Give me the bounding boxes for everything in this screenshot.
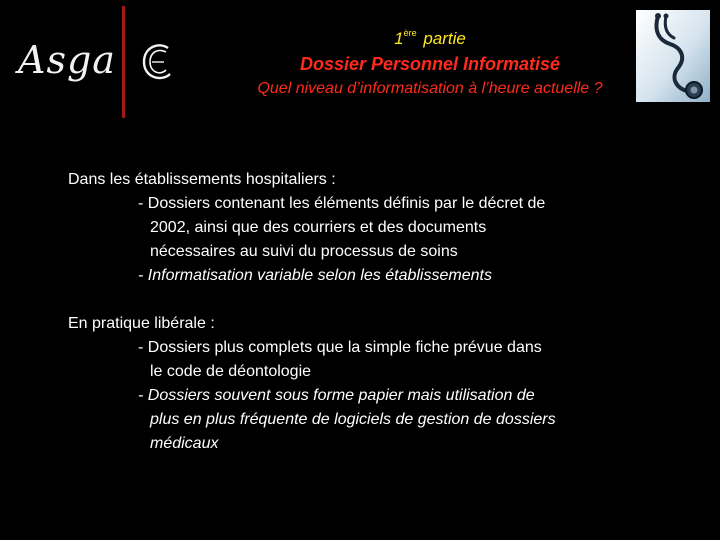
part-word: partie — [423, 29, 466, 48]
item-line: 2002, ainsi que des courriers et des documents — [150, 219, 487, 236]
item-line: - Dossiers plus complets que la simple fiche prévue dans — [138, 339, 542, 356]
section-heading-hospitals: Dans les établissements hospitaliers : — [68, 171, 336, 188]
item-line: le code de déontologie — [150, 363, 312, 380]
slide-title: Dossier Personnel Informatisé — [299, 54, 561, 74]
item-line: - Dossiers souvent sous forme papier mais utilisation de — [138, 387, 535, 404]
item-line: médicaux — [150, 435, 219, 452]
item-line: nécessaires au suivi du processus de soins — [150, 243, 458, 260]
list-item — [68, 336, 688, 384]
item-line: - Informatisation variable selon les établissements — [138, 267, 492, 284]
part-number: 1 — [394, 29, 404, 48]
logo-wordmark: Asga — [18, 38, 116, 82]
stethoscope-icon — [636, 10, 710, 102]
slide-body — [68, 168, 688, 456]
section-heading-liberal: En pratique libérale : — [68, 315, 215, 332]
logo-divider — [122, 6, 125, 118]
list-item — [68, 384, 688, 456]
item-line: plus en plus fréquente de logiciels de gestion de dossiers — [150, 411, 556, 428]
section-spacer — [68, 288, 688, 312]
list-item — [68, 264, 688, 288]
part-superscript: ère — [403, 28, 417, 38]
item-line: - Dossiers contenant les éléments définis par le décret de — [138, 195, 546, 212]
part-label — [150, 28, 710, 49]
slide-subtitle: Quel niveau d’informatisation à l’heure actuelle ? — [257, 80, 603, 97]
list-item — [68, 192, 688, 264]
